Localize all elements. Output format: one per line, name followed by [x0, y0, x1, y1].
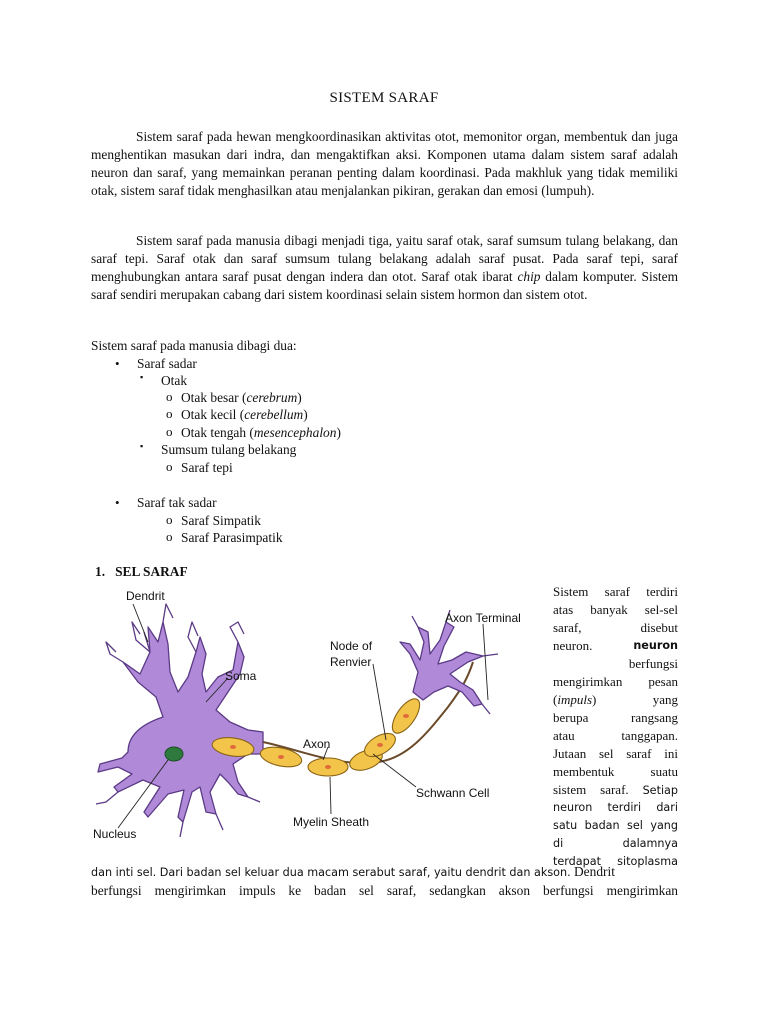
- bottom-line-1: dan inti sel. Dari badan sel keluar dua macam serabut saraf, yaitu dendrit dan akson. Dendrit: [91, 864, 615, 879]
- side-column-text: Sistem saraf terdiri atas banyak sel-sel saraf, disebut neuron. neuron berfungsi mengirimkan pesan (impuls) yang berupa rangsang atau tanggapan. Jutaan sel saraf ini membentuk suatu sistem saraf. Setiap neuron terdiri dari satu badan sel yang di dalamnya terdapat sitoplasma: [553, 584, 679, 868]
- bullet-dot-icon: •: [115, 356, 120, 371]
- paragraph-1: [91, 128, 678, 200]
- list-intro: Sistem saraf pada manusia dibagi dua:: [91, 338, 297, 353]
- list-item-saraf-sadar: Saraf sadar: [137, 356, 197, 371]
- list-item-saraf-tepi: Saraf tepi: [181, 460, 233, 475]
- paragraph-2-text-a: Sistem saraf pada manusia dibagi menjadi tiga, yaitu saraf otak, saraf sumsum tulang belakang, dan saraf tepi. Saraf otak dan saraf sumsum tulang belakang adalah saraf pusat. Pada saraf tepi, saraf menghubungkan antara saraf pusat dengan indera dan otot. Saraf otak ibarat: [91, 233, 678, 284]
- neuron-diagram: [88, 582, 543, 852]
- paragraph-1-text: Sistem saraf pada hewan mengkoordinasikan aktivitas otot, memonitor organ, membentuk dan juga menghentikan masukan dari indra, dan mengaktifkan aksi. Komponen utama dalam sistem saraf adalah neuron dan saraf, yang memainkan peranan penting dalam koordinasi. Pada makhluk yang tidak memiliki otak, sistem saraf tidak menghasilkan atau menjalankan pikiran, gerakan dan emosi (lumpuh).: [91, 129, 678, 198]
- bullet-square-icon: ▪: [140, 441, 144, 451]
- bullet-square-icon: ▪: [140, 372, 144, 382]
- bullet-circle-icon: o: [166, 459, 173, 474]
- section-heading: 1. SEL SARAF: [95, 564, 188, 579]
- list-item-otak: Otak: [161, 373, 188, 388]
- bullet-dot-icon: •: [115, 495, 120, 510]
- paragraph-2: [91, 232, 678, 304]
- list-item-otak-kecil: Otak kecil (cerebellum): [181, 407, 308, 422]
- label-myelin-sheath: Myelin Sheath: [293, 815, 370, 829]
- label-node-of: Node of: [330, 639, 373, 653]
- label-axon: Axon: [303, 737, 331, 751]
- label-renvier: Renvier: [330, 655, 372, 669]
- bullet-circle-icon: o: [166, 389, 173, 404]
- page-title: SISTEM SARAF: [329, 90, 439, 106]
- label-dendrit: Dendrit: [126, 589, 165, 603]
- bottom-line-2: berfungsi mengirimkan impuls ke badan sel saraf, sedangkan akson berfungsi mengirimkan: [91, 883, 678, 898]
- list-item-otak-tengah: Otak tengah (mesencephalon): [181, 425, 341, 440]
- list-item-simpatik: Saraf Simpatik: [181, 513, 261, 528]
- list-item-saraf-tak-sadar: Saraf tak sadar: [137, 495, 217, 510]
- bullet-circle-icon: o: [166, 529, 173, 544]
- bullet-circle-icon: o: [166, 424, 173, 439]
- label-soma: Soma: [225, 669, 257, 683]
- label-nucleus: Nucleus: [93, 827, 137, 841]
- list-item-sumsum: Sumsum tulang belakang: [161, 442, 297, 457]
- label-axon-terminal: Axon Terminal: [445, 611, 521, 625]
- paragraph-2-chip: chip: [517, 269, 541, 284]
- bullet-circle-icon: o: [166, 406, 173, 421]
- paragraph-2-text-b: dalam komputer. Sistem saraf sendiri merupakan cabang dari sistem koordinasi selain sistem hormon dan sistem otot.: [91, 269, 678, 302]
- label-schwann-cell: Schwann Cell: [416, 786, 490, 800]
- bullet-circle-icon: o: [166, 512, 173, 527]
- nucleus-shape: [165, 747, 183, 761]
- neuron-soma-dendrites: [96, 604, 263, 837]
- list-item-parasimpatik: Saraf Parasimpatik: [181, 530, 283, 545]
- list-item-otak-besar: Otak besar (cerebrum): [181, 390, 302, 405]
